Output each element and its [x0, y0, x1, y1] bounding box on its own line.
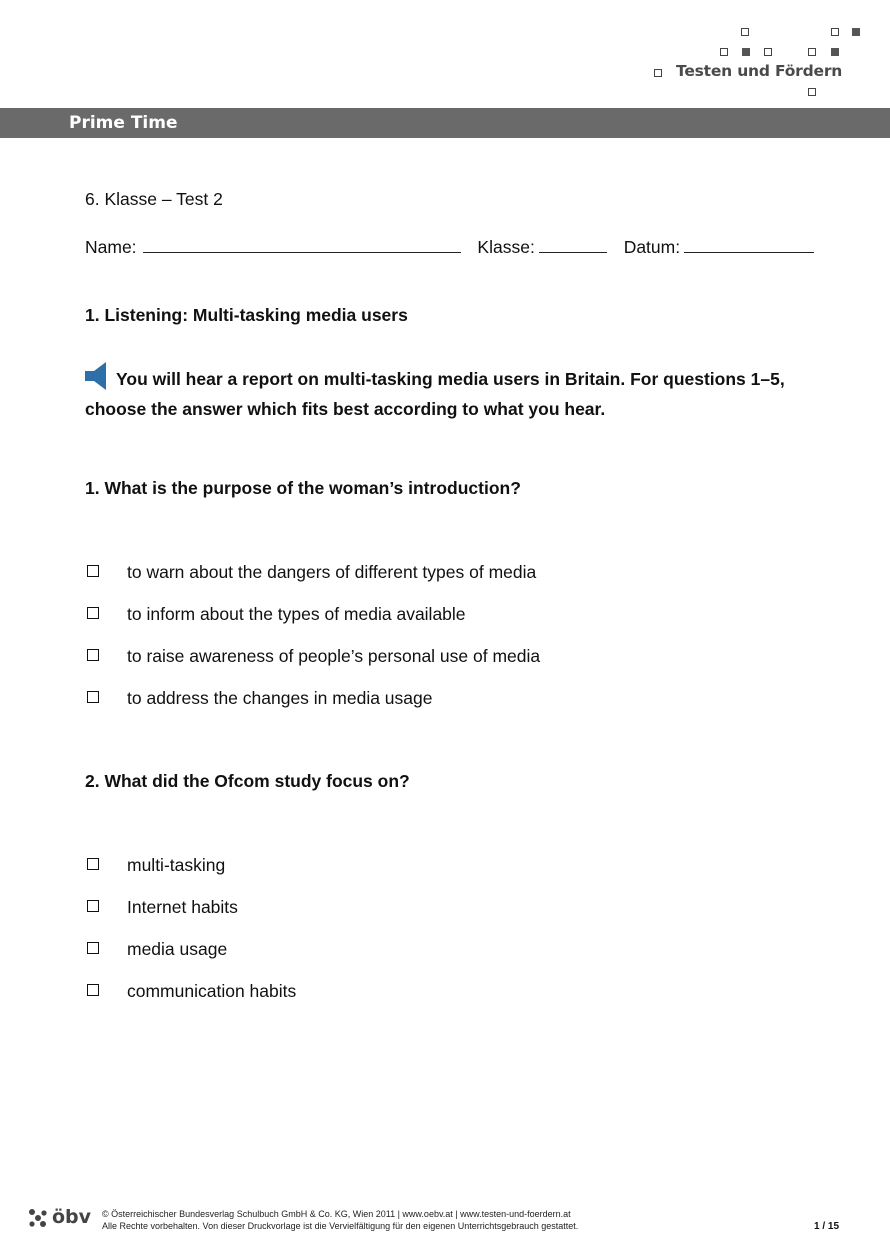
checkbox-icon[interactable] — [87, 942, 99, 954]
page-number: 1 / 15 — [814, 1221, 840, 1232]
logo-square — [764, 48, 772, 56]
option-label: to warn about the dangers of different types of media — [127, 562, 537, 582]
publisher-logo-text: öbv — [52, 1206, 92, 1228]
question-1: 1. What is the purpose of the woman’s introduction? — [85, 478, 521, 498]
logo-square — [808, 48, 816, 56]
class-field[interactable] — [539, 235, 607, 253]
logo-square — [654, 69, 662, 77]
book-title: Prime Time — [69, 113, 178, 133]
checkbox-icon[interactable] — [87, 691, 99, 703]
logo-text: Testen und Fördern — [676, 62, 843, 80]
section-heading: 1. Listening: Multi-tasking media users — [85, 305, 408, 325]
student-info-row — [85, 235, 820, 258]
logo-square — [808, 88, 816, 96]
checkbox-icon[interactable] — [87, 607, 99, 619]
name-field[interactable] — [143, 235, 461, 253]
option-label: media usage — [127, 939, 228, 959]
logo-square — [741, 28, 749, 36]
publisher-logo — [28, 1208, 92, 1230]
instruction-line-2: choose the answer which fits best according to what you hear. — [85, 399, 606, 419]
question-2: 2. What did the Ofcom study focus on? — [85, 771, 410, 791]
logo-square — [742, 48, 750, 56]
checkbox-icon[interactable] — [87, 900, 99, 912]
date-label: Datum: — [623, 237, 681, 257]
date-field[interactable] — [684, 235, 814, 253]
logo-square — [720, 48, 728, 56]
option-label: multi-tasking — [127, 855, 226, 875]
instruction-line-1: You will hear a report on multi-tasking media users in Britain. For questions 1–5, — [116, 369, 785, 389]
logo-square — [831, 48, 839, 56]
logo-square — [852, 28, 860, 36]
footer-rights: Alle Rechte vorbehalten. Von dieser Druckvorlage ist die Vervielfältigung für den eigenen Unterrichtsgebrauch gestattet. — [102, 1221, 579, 1231]
checkbox-icon[interactable] — [87, 649, 99, 661]
option-label: to raise awareness of people’s personal use of media — [127, 646, 541, 666]
option-label: communication habits — [127, 981, 297, 1001]
class-label: Klasse: — [477, 237, 535, 257]
test-title: 6. Klasse – Test 2 — [85, 189, 223, 209]
footer-copyright: © Österreichischer Bundesverlag Schulbuch GmbH & Co. KG, Wien 2011 | www.oebv.at | www.testen-und-foerdern.at — [102, 1209, 571, 1219]
option-label: to address the changes in media usage — [127, 688, 433, 708]
name-label: Name: — [85, 237, 137, 257]
publisher-logo-mark — [28, 1208, 48, 1228]
option-label: Internet habits — [127, 897, 238, 917]
logo-square — [831, 28, 839, 36]
checkbox-icon[interactable] — [87, 565, 99, 577]
checkbox-icon[interactable] — [87, 858, 99, 870]
speaker-icon — [85, 361, 107, 391]
testen-und-foerdern-logo — [650, 24, 880, 104]
checkbox-icon[interactable] — [87, 984, 99, 996]
option-label: to inform about the types of media available — [127, 604, 466, 624]
